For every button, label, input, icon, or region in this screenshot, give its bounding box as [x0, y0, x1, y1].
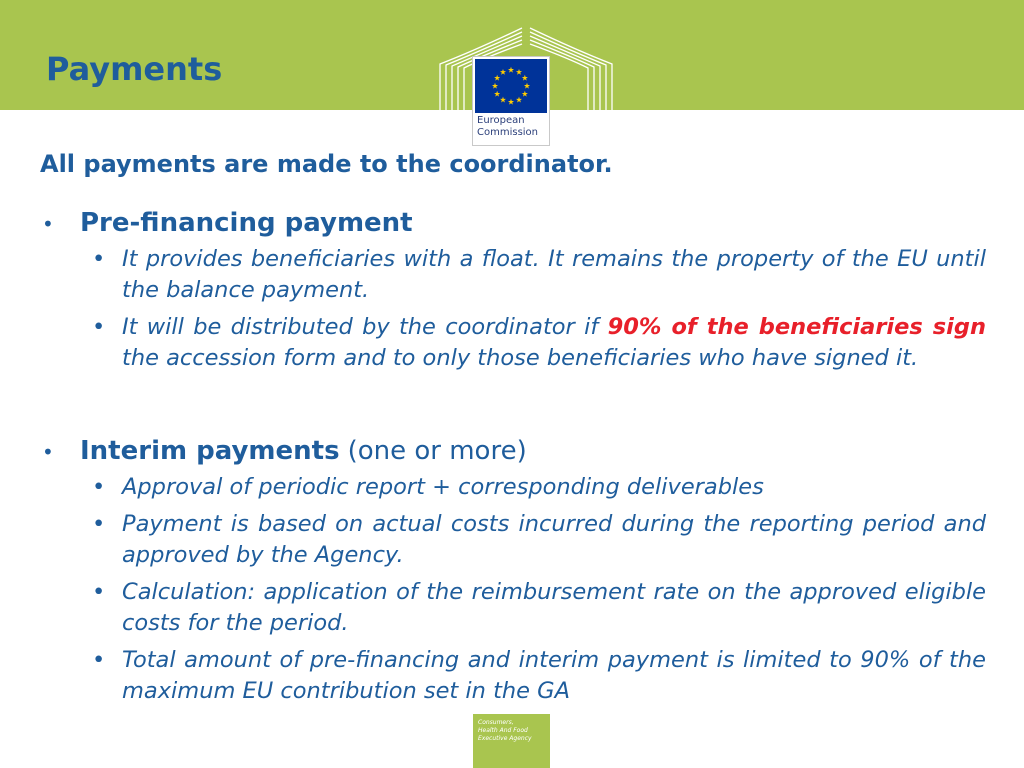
sub-bullet: • Payment is based on actual costs incurred during the reporting period and approved by the Agency.	[122, 509, 986, 571]
sub-bullet: • It will be distributed by the coordinator if 90% of the beneficiaries sign the accession form and to only those beneficiaries who have signed it.	[122, 312, 986, 374]
agency-logo-text-line2: Health And Food	[478, 727, 528, 734]
ec-logo-box	[472, 56, 550, 146]
section-interim-payments	[40, 436, 986, 713]
sub-bullet: • Approval of periodic report + corresponding deliverables	[122, 472, 986, 503]
ec-logo-text-line1: European	[477, 115, 525, 126]
ec-logo-text-line2: Commission	[477, 127, 539, 138]
sub-bullet: • Calculation: application of the reimbursement rate on the approved eligible costs for the period.	[122, 577, 986, 639]
section-heading-note: (one or more)	[347, 436, 527, 466]
sub-bullet-list	[40, 472, 986, 707]
section-heading: Interim payments	[80, 436, 340, 466]
bullet-dot: •	[42, 440, 54, 464]
lead-statement: All payments are made to the coordinator.	[40, 150, 613, 178]
sub-bullet: • It provides beneficiaries with a float. It remains the property of the EU until the balance payment.	[122, 244, 986, 306]
page-title: Payments	[46, 50, 223, 88]
agency-logo-text-line3: Executive Agency	[478, 735, 532, 742]
sub-bullet: • Total amount of pre-financing and interim payment is limited to 90% of the maximum EU contribution set in the GA	[122, 645, 986, 707]
highlight-text: 90% of the beneficiaries sign	[607, 314, 987, 340]
eu-flag-icon	[475, 59, 547, 113]
agency-logo	[473, 714, 550, 768]
section-heading: Pre-financing payment	[80, 208, 413, 238]
agency-logo-text-line1: Consumers,	[478, 719, 514, 726]
bullet-dot: •	[42, 212, 54, 236]
section-pre-financing	[40, 208, 986, 380]
sub-bullet-list	[40, 244, 986, 374]
